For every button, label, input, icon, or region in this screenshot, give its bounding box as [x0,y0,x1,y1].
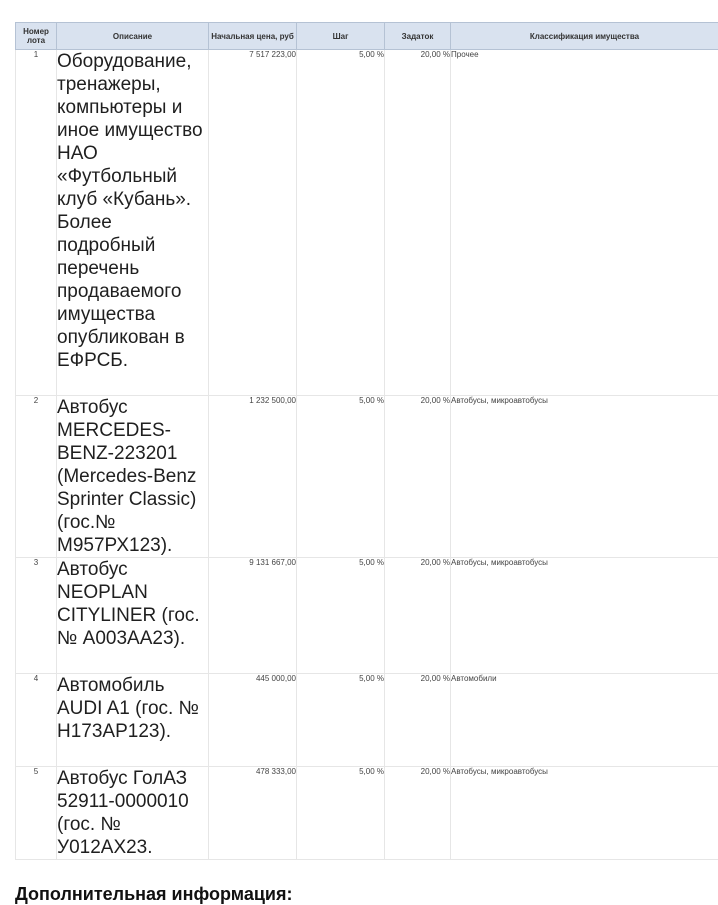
table-row [16,396,718,558]
lot-number: 5 [16,767,57,860]
lot-description: Автобус NEOPLAN CITYLINER (гос.№ А003АА23). [57,558,209,674]
table-row [16,767,718,860]
table-row [16,558,718,674]
lot-deposit: 20,00 % [385,50,451,396]
lot-number: 2 [16,396,57,558]
lot-step: 5,00 % [297,674,385,767]
table-header [16,23,718,50]
lot-deposit: 20,00 % [385,767,451,860]
lot-deposit: 20,00 % [385,558,451,674]
column-header-deposit: Задаток [385,23,451,50]
lot-description: Автобус ГолАЗ 52911-0000010 (гос. № У012АХ23. [57,767,209,860]
lot-price: 9 131 667,00 [209,558,297,674]
column-header-start-price: Начальная цена, руб [209,23,297,50]
lot-classification: Автобусы, микроавтобусы [451,558,718,674]
lot-description: Оборудование, тренажеры, компьютеры и иное имущество НАО «Футбольный клуб «Кубань». Более подробный перечень продаваемого имущества опубликован в ЕФРСБ. [57,50,209,396]
lot-classification: Прочее [451,50,718,396]
lot-price: 478 333,00 [209,767,297,860]
lot-number: 1 [16,50,57,396]
column-header-description: Описание [57,23,209,50]
lots-table [15,22,718,860]
lot-classification: Автобусы, микроавтобусы [451,767,718,860]
lot-deposit: 20,00 % [385,674,451,767]
additional-info-heading: Дополнительная информация: [15,884,292,905]
lot-classification: Автомобили [451,674,718,767]
lot-description: Автомобиль AUDI A1 (гос. № Н173АР123). [57,674,209,767]
lot-description: Автобус MERCEDES-BENZ-223201 (Mercedes-Benz Sprinter Classic) (гос.№ М957РХ123). [57,396,209,558]
lot-step: 5,00 % [297,767,385,860]
column-header-step: Шаг [297,23,385,50]
lot-step: 5,00 % [297,558,385,674]
lot-price: 7 517 223,00 [209,50,297,396]
table-body [16,50,718,860]
column-header-classification: Классификация имущества [451,23,718,50]
lot-step: 5,00 % [297,50,385,396]
lot-price: 445 000,00 [209,674,297,767]
lot-number: 3 [16,558,57,674]
column-header-lot-number: Номер лота [16,23,57,50]
lot-deposit: 20,00 % [385,396,451,558]
lot-number: 4 [16,674,57,767]
header-row [16,23,718,50]
table-row [16,674,718,767]
table-row [16,50,718,396]
lot-price: 1 232 500,00 [209,396,297,558]
lot-classification: Автобусы, микроавтобусы [451,396,718,558]
lot-step: 5,00 % [297,396,385,558]
